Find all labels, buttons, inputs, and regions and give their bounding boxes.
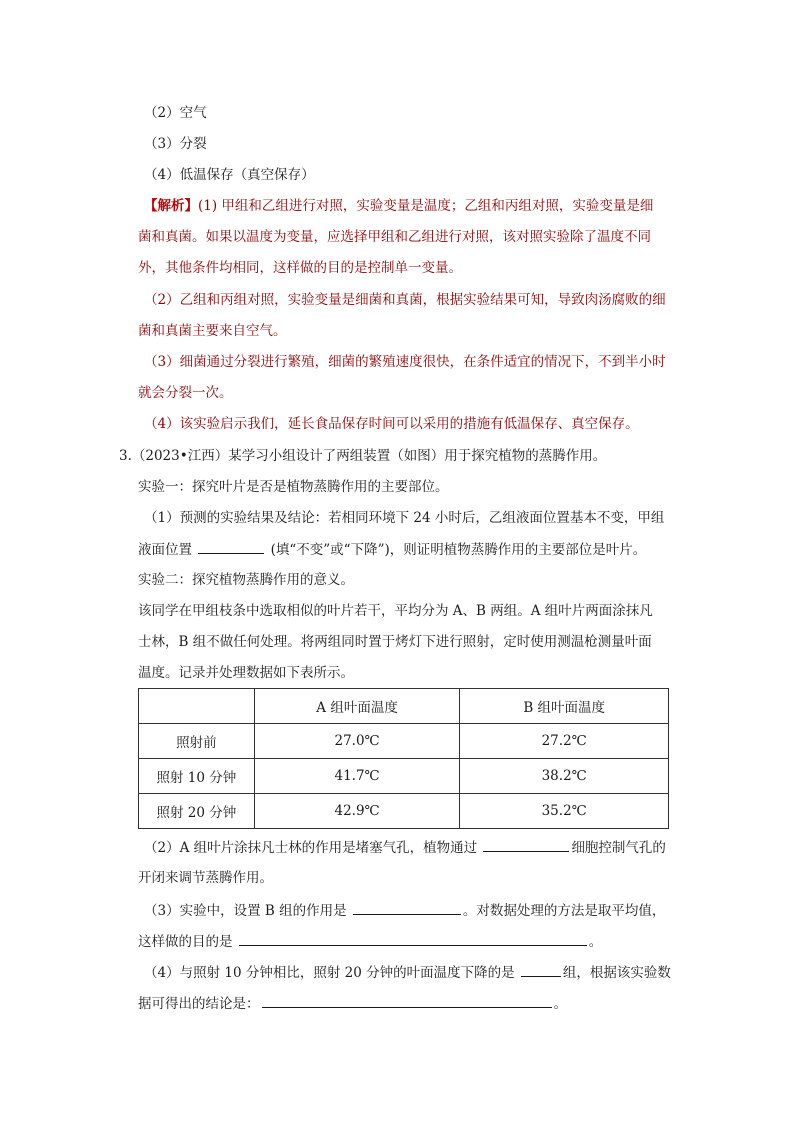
description-line3: 温度。记录并处理数据如下表所示。	[138, 665, 354, 681]
table-row	[139, 724, 669, 759]
table-row	[139, 759, 669, 794]
answer-4: （4）低温保存（真空保存）	[144, 167, 315, 183]
table-header-cell	[139, 689, 255, 724]
table-cell: 27.2℃	[460, 724, 669, 759]
q4-line2	[138, 993, 567, 1014]
q1-line2-suffix: (填“不变”或“下降”)，则证明植物蒸腾作用的主要部位是叶片。	[270, 542, 647, 558]
analysis-p1-line2: 菌和真菌。如果以温度为变量，应选择甲组和乙组进行对照，该对照实验除了温度不同	[138, 229, 651, 245]
analysis-p2-line1: （2）乙组和丙组对照，实验变量是细菌和真菌，根据实验结果可知，导致肉汤腐败的细	[144, 292, 666, 308]
analysis-p1-text: (1) 甲组和乙组进行对照，实验变量是温度；乙组和丙组对照，实验变量是细	[198, 198, 654, 214]
q4-answer-blank-1[interactable]	[521, 962, 561, 977]
q3-answer-blank-1[interactable]	[353, 900, 461, 915]
q2-line1-suffix: 细胞控制气孔的	[571, 840, 666, 856]
analysis-tag: 【解析】	[144, 198, 198, 214]
q3-line2-suffix: 。	[588, 934, 603, 950]
q1-answer-blank[interactable]	[198, 539, 264, 554]
analysis-p1-line3: 外，其他条件均相同，这样做的目的是控制单一变量。	[138, 260, 462, 276]
q3-line1	[144, 900, 665, 921]
table-cell: 42.9℃	[254, 794, 460, 829]
q3-line2-prefix: 这样做的目的是	[138, 934, 233, 950]
table-cell: 35.2℃	[460, 794, 669, 829]
analysis-p4-line1: （4）该实验启示我们，延长食品保存时间可以采用的措施有低温保存、真空保存。	[144, 416, 639, 432]
q4-line1-suffix: 组，根据该实验数	[562, 965, 671, 981]
description-line1: 该同学在甲组枝条中选取相似的叶片若干，平均分为 A、B 两组。A 组叶片两面涂抹凡	[138, 603, 653, 619]
answer-3: （3）分裂	[144, 136, 207, 152]
q1-line2	[138, 539, 646, 560]
analysis-p2-line2: 菌和真菌主要来自空气。	[138, 323, 287, 339]
q4-line1-prefix: （4）与照射 10 分钟相比，照射 20 分钟的叶面温度下降的是	[144, 965, 515, 981]
table-header-cell: A 组叶面温度	[254, 689, 460, 724]
q2-line2: 开闭来调节蒸腾作用。	[138, 870, 273, 886]
experiment1-title: 实验一：探究叶片是否是植物蒸腾作用的主要部位。	[138, 479, 449, 495]
q4-line1	[144, 962, 671, 983]
q2-line1	[144, 837, 666, 858]
q3-line1-prefix: （3）实验中，设置 B 组的作用是	[144, 903, 347, 919]
table-cell: 27.0℃	[254, 724, 460, 759]
q2-line1-prefix: （2）A 组叶片涂抹凡士林的作用是堵塞气孔，植物通过	[144, 840, 478, 856]
q3-line2	[138, 931, 602, 952]
table-header-row	[139, 689, 669, 724]
analysis-p3-line2: 就会分裂一次。	[138, 385, 233, 401]
q4-line2-suffix: 。	[553, 996, 567, 1012]
answer-2: （2）空气	[144, 105, 207, 121]
q1-line2-prefix: 液面位置	[138, 542, 192, 558]
table-cell: 41.7℃	[254, 759, 460, 794]
description-line2: 士林，B 组不做任何处理。将两组同时置于烤灯下进行照射，定时使用测温枪测量叶面	[138, 634, 652, 650]
table-cell: 照射 10 分钟	[139, 759, 255, 794]
analysis-p1-line1	[144, 196, 653, 216]
q1-line1: （1）预测的实验结果及结论：若相同环境下 24 小时后，乙组液面位置基本不变，甲组	[144, 510, 665, 526]
table-header-cell: B 组叶面温度	[460, 689, 669, 724]
question3-header: 3.（2023•江西）某学习小组设计了两组装置（如图）用于探究植物的蒸腾作用。	[119, 448, 607, 464]
table-cell: 照射 20 分钟	[139, 794, 255, 829]
q2-answer-blank[interactable]	[483, 837, 569, 852]
analysis-p3-line1: （3）细菌通过分裂进行繁殖，细菌的繁殖速度很快，在条件适宜的情况下，不到半小时	[144, 354, 666, 370]
table-cell: 38.2℃	[460, 759, 669, 794]
experiment2-title: 实验二：探究植物蒸腾作用的意义。	[138, 572, 354, 588]
q3-line1-suffix: 。对数据处理的方法是取平均值，	[462, 903, 666, 919]
table-row	[139, 794, 669, 829]
q3-answer-blank-2[interactable]	[239, 931, 587, 946]
table-cell: 照射前	[139, 724, 255, 759]
temperature-table	[138, 688, 669, 829]
q4-answer-blank-2[interactable]	[262, 993, 552, 1008]
q4-line2-prefix: 据可得出的结论是：	[138, 996, 260, 1012]
